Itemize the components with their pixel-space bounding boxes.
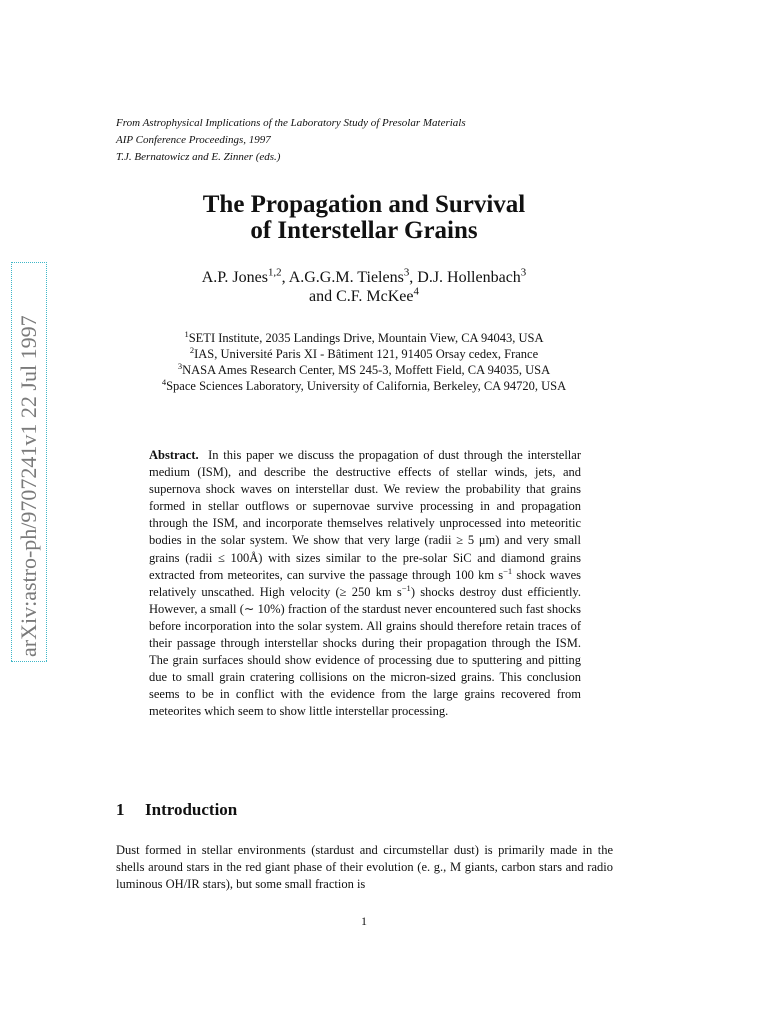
author-name: , A.G.G.M. Tielens xyxy=(281,269,404,286)
abstract-text-1: In this paper we discuss the propagation of dust through the interstellar medium (ISM), and describe the destructive effects of stellar winds, jets, and supernova shock waves on interstellar dust. We review the probability that grains formed in stellar outflows or supernovae survive processing in and propagation through the ISM, and incorporate themselves relatively unprocessed into meteoritic bodies in the solar system. We show that very large (radii ≥ 5 μm) and very small grains (radii ≤ 100Å) with sizes similar to the pre-solar SiC and diamond grains extracted from meteorites, can survive the passage through 100 km s xyxy=(149,448,581,582)
author-name: A.P. Jones xyxy=(201,269,268,286)
affiliations xyxy=(114,330,614,394)
author-name: , D.J. Hollenbach xyxy=(409,269,521,286)
author-affil-mark: 3 xyxy=(403,266,410,279)
author-name: and C.F. McKee xyxy=(309,288,414,305)
author-affil-mark: 4 xyxy=(413,285,419,298)
abstract-text-2: shock waves relatively unscathed. High velocity (≥ 250 km s xyxy=(149,567,581,599)
section-heading xyxy=(116,800,516,820)
arxiv-stamp-text: arXiv:astro-ph/9707241v1 22 Jul 1997 xyxy=(16,315,41,657)
title-line-1: The Propagation and Survival xyxy=(202,191,526,218)
page-number: 1 xyxy=(361,914,367,928)
unit-exponent: −1 xyxy=(401,582,411,593)
section-number: 1 xyxy=(116,800,125,819)
affiliation-text: IAS, Université Paris XI - Bâtiment 121, 91405 Orsay cedex, France xyxy=(194,347,539,361)
affiliation-text: SETI Institute, 2035 Landings Drive, Mountain View, CA 94043, USA xyxy=(188,331,544,345)
paper-title xyxy=(114,192,614,244)
author-affil-mark: 3 xyxy=(520,266,527,279)
title-line-2: of Interstellar Grains xyxy=(250,217,478,244)
affiliation-mark: 2 xyxy=(189,344,195,355)
affiliation-line xyxy=(114,346,614,362)
abstract xyxy=(149,447,581,721)
author-list xyxy=(114,268,614,306)
affiliation-line xyxy=(114,362,614,378)
affiliation-mark: 1 xyxy=(184,328,189,339)
source-line-3: T.J. Bernatowicz and E. Zinner (eds.) xyxy=(116,151,281,163)
author-affil-mark: 1,2 xyxy=(267,266,282,279)
source-note xyxy=(116,115,636,166)
affiliation-mark: 4 xyxy=(161,376,167,387)
authors-line-1 xyxy=(114,268,614,287)
abstract-text-3: ) shocks destroy dust efficiently. However, a small (∼ 10%) fraction of the stardust never encountered such fast shocks before incorporation into the solar system. All grains should therefore retain traces of their passage through interstellar shocks during their propagation through the ISM. The grain surfaces should show evidence of processing due to sputtering and pitting due to small grain cratering collisions on the micron-sized grains. This conclusion seems to be in conflict with the evidence from the large grains recovered from meteorites which seem to show little interstellar processing. xyxy=(149,584,581,719)
affiliation-line xyxy=(114,378,614,394)
arxiv-stamp xyxy=(11,262,47,662)
body-paragraph: Dust formed in stellar environments (stardust and circumstellar dust) is primarily made in the shells around stars in the red giant phase of their evolution (e. g., M giants, carbon stars and radio luminous OH/IR stars), but some small fraction is xyxy=(116,843,613,892)
source-line-1: From Astrophysical Implications of the Laboratory Study of Presolar Materials xyxy=(116,117,466,129)
authors-line-2 xyxy=(114,287,614,306)
section-title: Introduction xyxy=(145,800,238,819)
affiliation-text: Space Sciences Laboratory, University of California, Berkeley, CA 94720, USA xyxy=(166,379,567,393)
source-line-2: AIP Conference Proceedings, 1997 xyxy=(116,134,271,146)
unit-exponent: −1 xyxy=(503,565,513,576)
abstract-label: Abstract. xyxy=(149,448,199,462)
affiliation-mark: 3 xyxy=(177,360,183,371)
affiliation-line xyxy=(114,330,614,346)
affiliation-text: NASA Ames Research Center, MS 245-3, Moffett Field, CA 94035, USA xyxy=(182,363,551,377)
